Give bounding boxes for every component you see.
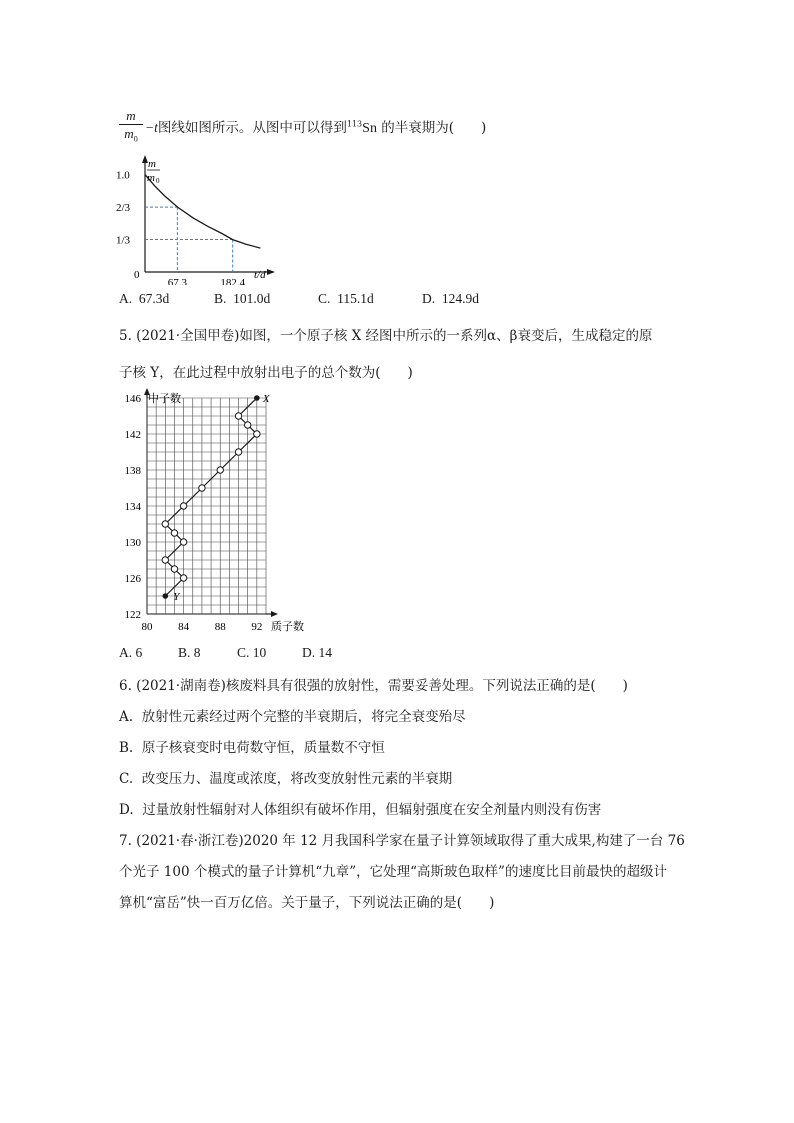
q5-option-letter: C. [237, 645, 250, 660]
q6-option-text: 原子核衰变时电荷数守恒，质量数不守恒 [141, 740, 385, 756]
y-axis-label-den-sub: 0 [156, 177, 160, 185]
x-tick-label: 84 [178, 621, 190, 633]
q4-option-d[interactable] [422, 291, 479, 307]
x-axis-label: t/d [254, 269, 266, 281]
decay-curve-chart [112, 150, 287, 285]
q4-frac-den-sub: 0 [133, 134, 138, 144]
y-tick-label: 142 [124, 429, 141, 441]
q7-stem-line2: 个光子 100 个模式的量子计算机“九章”，它处理“高斯玻色取样”的速度比目前最快的超级计 [119, 864, 667, 880]
x-tick-label: 80 [141, 621, 153, 633]
q5-option-c[interactable] [237, 645, 266, 661]
q4-stem-italic: −t [145, 120, 158, 135]
y-tick-label: 138 [124, 465, 141, 477]
q5-option-a[interactable] [119, 645, 142, 661]
label-y: Y [173, 591, 180, 603]
q4-frac-den-letter: m [124, 126, 134, 141]
x-tick-label: 92 [251, 621, 263, 633]
chain-point [171, 566, 177, 572]
chain-point [244, 422, 250, 428]
q6-option-letter: A. [119, 709, 134, 725]
q6-stem: 6. (2021·湖南卷)核废料具有很强的放射性，需要妥善处理。下列说法正确的是( ) [119, 678, 628, 694]
x-tick-label: 182.4 [220, 277, 246, 285]
y-axis-label: 中子数 [148, 393, 181, 405]
y-tick-label: 134 [124, 501, 141, 513]
q5-option-text: 14 [318, 645, 332, 660]
q5-stem-line2: 子核 Y，在此过程中放射出电子的总个数为( ) [119, 365, 413, 381]
q6-option-text: 放射性元素经过两个完整的半衰期后，将完全衰变殆尽 [141, 709, 466, 725]
q5-option-letter: A. [119, 645, 133, 660]
chain-point [235, 449, 241, 455]
point-x [254, 395, 260, 401]
chain-point [235, 413, 241, 419]
y-tick-label: 1/3 [116, 234, 131, 247]
y-tick-label: 122 [124, 609, 141, 621]
q4-isotope-symbol: Sn [362, 121, 377, 136]
q4-option-text: 67.3d [138, 291, 170, 306]
decay-curve-line [145, 175, 260, 249]
q4-option-letter: B. [214, 291, 227, 306]
q6-option-d[interactable] [119, 800, 601, 820]
q5-stem-line1: 5. (2021·全国甲卷)如图，一个原子核 X 经图中所示的一系列α、β衰变后，生成稳定的原 [119, 328, 653, 344]
x-tick-label: 67.3 [167, 277, 187, 285]
label-x: X [262, 393, 270, 405]
point-y [163, 593, 169, 599]
decay-chain-chart [112, 388, 322, 638]
y-tick-label: 1.0 [116, 169, 130, 182]
q4-stem [145, 116, 486, 137]
x-axis-arrow [267, 269, 275, 275]
q7-stem-line3: 算机“富岳”快一百万亿倍。关于量子，下列说法正确的是( ) [119, 895, 495, 911]
q5-option-b[interactable] [178, 645, 201, 661]
q4-isotope-mass: 113 [346, 119, 363, 129]
q5-option-d[interactable] [302, 645, 332, 661]
q4-frac-bar [119, 124, 143, 125]
q4-stem-text: 图线如图所示。从图中可以得到 [157, 120, 347, 136]
q4-option-a[interactable] [119, 291, 169, 307]
q4-frac-den [119, 126, 143, 147]
x-axis-arrow [271, 611, 278, 617]
q4-option-letter: C. [318, 291, 331, 306]
chain-point [254, 431, 260, 437]
y-tick-label: 130 [124, 537, 141, 549]
q5-option-text: 8 [193, 645, 201, 660]
y-tick-label: 2/3 [116, 202, 131, 215]
q6-option-letter: D. [119, 802, 134, 818]
chain-point [180, 539, 186, 545]
q6-option-text: 过量放射性辐射对人体组织有破坏作用，但辐射强度在安全剂量内则没有伤害 [142, 802, 602, 818]
chain-point [162, 521, 168, 527]
q7-stem-line1: 7. (2021·春·浙江卷)2020 年 12 月我国科学家在量子计算领域取得了重大成果,构建了一台 76 [119, 833, 685, 849]
y-tick-label: 126 [124, 573, 141, 585]
q5-option-letter: B. [178, 645, 191, 660]
origin-label: 0 [134, 269, 140, 281]
q5-option-text: 6 [135, 645, 143, 660]
chain-point [171, 530, 177, 536]
q4-option-text: 101.0d [233, 291, 271, 306]
q4-option-letter: A. [119, 291, 133, 306]
chain-point [162, 557, 168, 563]
y-axis-label-num: m [148, 158, 156, 170]
chain-point [180, 503, 186, 509]
q6-option-a[interactable] [119, 707, 466, 727]
chain-point [180, 575, 186, 581]
chain-point [217, 467, 223, 473]
x-axis-label: 质子数 [271, 621, 304, 633]
q5-option-text: 10 [252, 645, 267, 660]
q4-option-letter: D. [422, 291, 436, 306]
q4-fraction [119, 108, 143, 147]
q4-option-text: 124.9d [441, 291, 479, 306]
q4-frac-num: m [126, 108, 136, 123]
q6-option-text: 改变压力、温度或浓度，将改变放射性元素的半衰期 [141, 771, 453, 787]
q4-option-c[interactable] [318, 291, 374, 307]
q4-option-b[interactable] [214, 291, 270, 307]
q6-option-b[interactable] [119, 738, 385, 758]
q4-stem-tail: 的半衰期为( ) [381, 120, 487, 136]
q6-option-letter: C. [119, 771, 134, 787]
q6-option-letter: B. [119, 740, 134, 756]
q4-option-text: 115.1d [337, 291, 374, 306]
q5-option-letter: D. [302, 645, 316, 660]
x-tick-label: 88 [214, 621, 226, 633]
y-tick-label: 146 [124, 393, 141, 405]
q6-option-c[interactable] [119, 769, 452, 789]
y-axis-label-den: m [147, 172, 155, 184]
chain-point [199, 485, 205, 491]
